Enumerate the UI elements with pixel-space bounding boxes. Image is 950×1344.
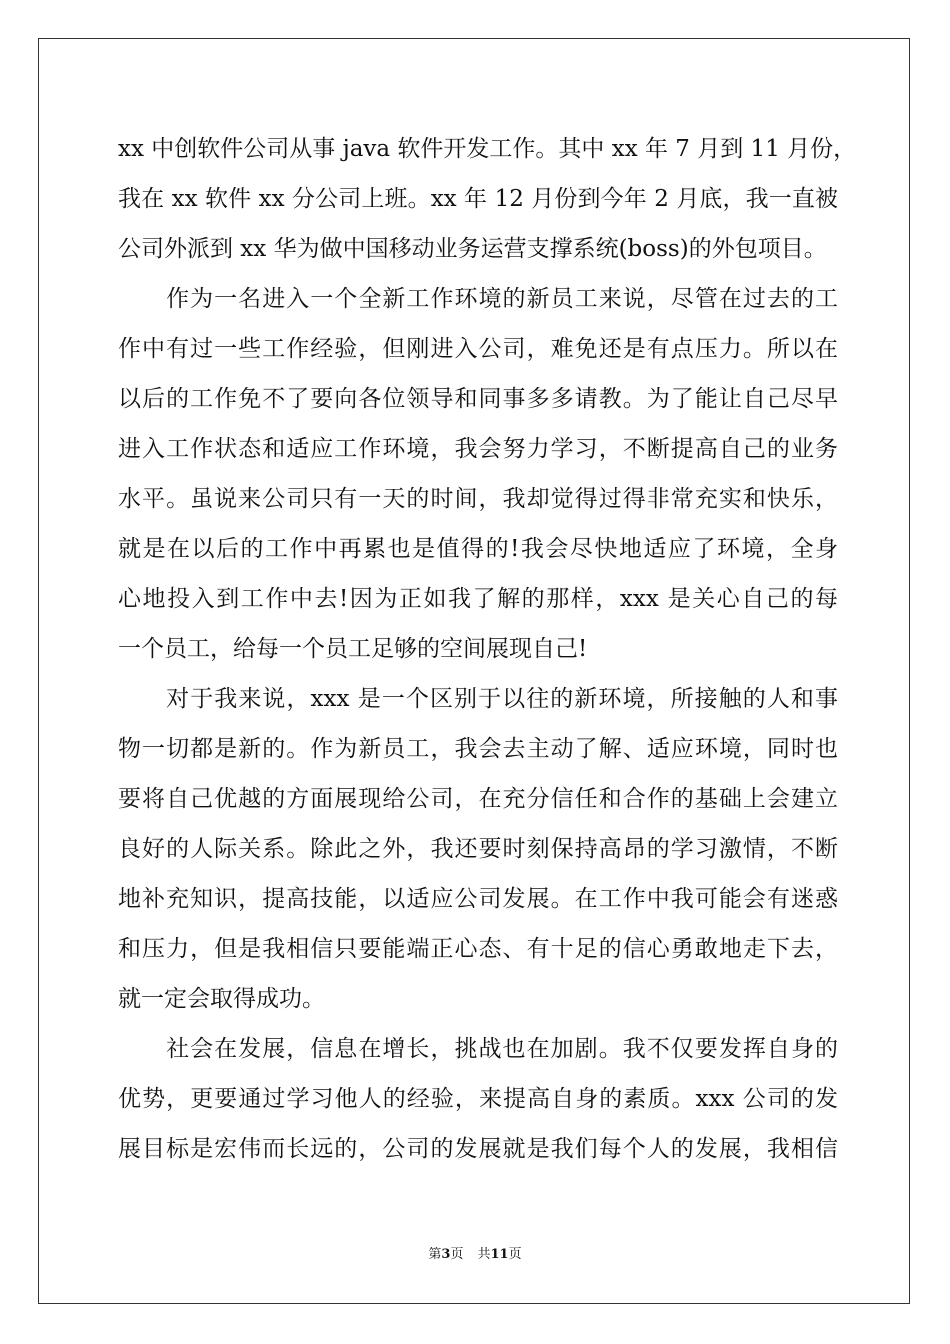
text-line: 作为一名进入一个全新工作环境的新员工来说，尽管在过去的工 (118, 286, 838, 312)
text-line: 和压力，但是我相信只要能端正心态、有十足的信心勇敢地走下去， (118, 936, 838, 962)
text-line: 社会在发展，信息在增长，挑战也在加剧。我不仅要发挥自身的 (118, 1036, 838, 1062)
text-line: 水平。虽说来公司只有一天的时间，我却觉得过得非常充实和快乐， (118, 486, 838, 512)
text-line: 一个员工，给每一个员工足够的空间展现自己! (118, 636, 588, 662)
text-line: 地补充知识，提高技能，以适应公司发展。在工作中我可能会有迷惑 (118, 886, 838, 912)
text-line: 物一切都是新的。作为新员工，我会去主动了解、适应环境，同时也 (118, 736, 838, 762)
text-line: 进入工作状态和适应工作环境，我会努力学习，不断提高自己的业务 (118, 436, 838, 462)
total-prefix: 共 (477, 1247, 491, 1262)
page-suffix: 页 (450, 1247, 464, 1262)
text-line: 就是在以后的工作中再累也是值得的!我会尽快地适应了环境，全身 (118, 536, 838, 562)
total-suffix: 页 (508, 1247, 522, 1262)
text-line: 要将自己优越的方面展现给公司，在充分信任和合作的基础上会建立 (118, 786, 838, 812)
text-line: 作中有过一些工作经验，但刚进入公司，难免还是有点压力。所以在 (118, 336, 838, 362)
text-line: 就一定会取得成功。 (118, 986, 325, 1012)
text-line: 对于我来说，xxx 是一个区别于以往的新环境，所接触的人和事 (118, 686, 838, 712)
text-line: 展目标是宏伟而长远的，公司的发展就是我们每个人的发展，我相信 (118, 1136, 838, 1162)
text-line: 优势，更要通过学习他人的经验，来提高自身的素质。xxx 公司的发 (118, 1086, 838, 1112)
text-line: 公司外派到 xx 华为做中国移动业务运营支撑系统(boss)的外包项目。 (118, 236, 827, 262)
text-line: 以后的工作免不了要向各位领导和同事多多请教。为了能让自己尽早 (118, 386, 838, 412)
text-line: 我在 xx 软件 xx 分公司上班。xx 年 12 月份到今年 2 月底，我一直被 (118, 186, 838, 212)
text-line: xx 中创软件公司从事 java 软件开发工作。其中 xx 年 7 月到 11 月份， (118, 136, 857, 162)
page-footer (0, 1243, 950, 1262)
page-prefix: 第 (428, 1247, 442, 1262)
page-number: 3 (441, 1247, 451, 1262)
text-line: 良好的人际关系。除此之外，我还要时刻保持高昂的学习激情，不断 (118, 836, 838, 862)
total-pages: 11 (490, 1247, 509, 1262)
text-line: 心地投入到工作中去!因为正如我了解的那样，xxx 是关心自己的每 (118, 586, 838, 612)
